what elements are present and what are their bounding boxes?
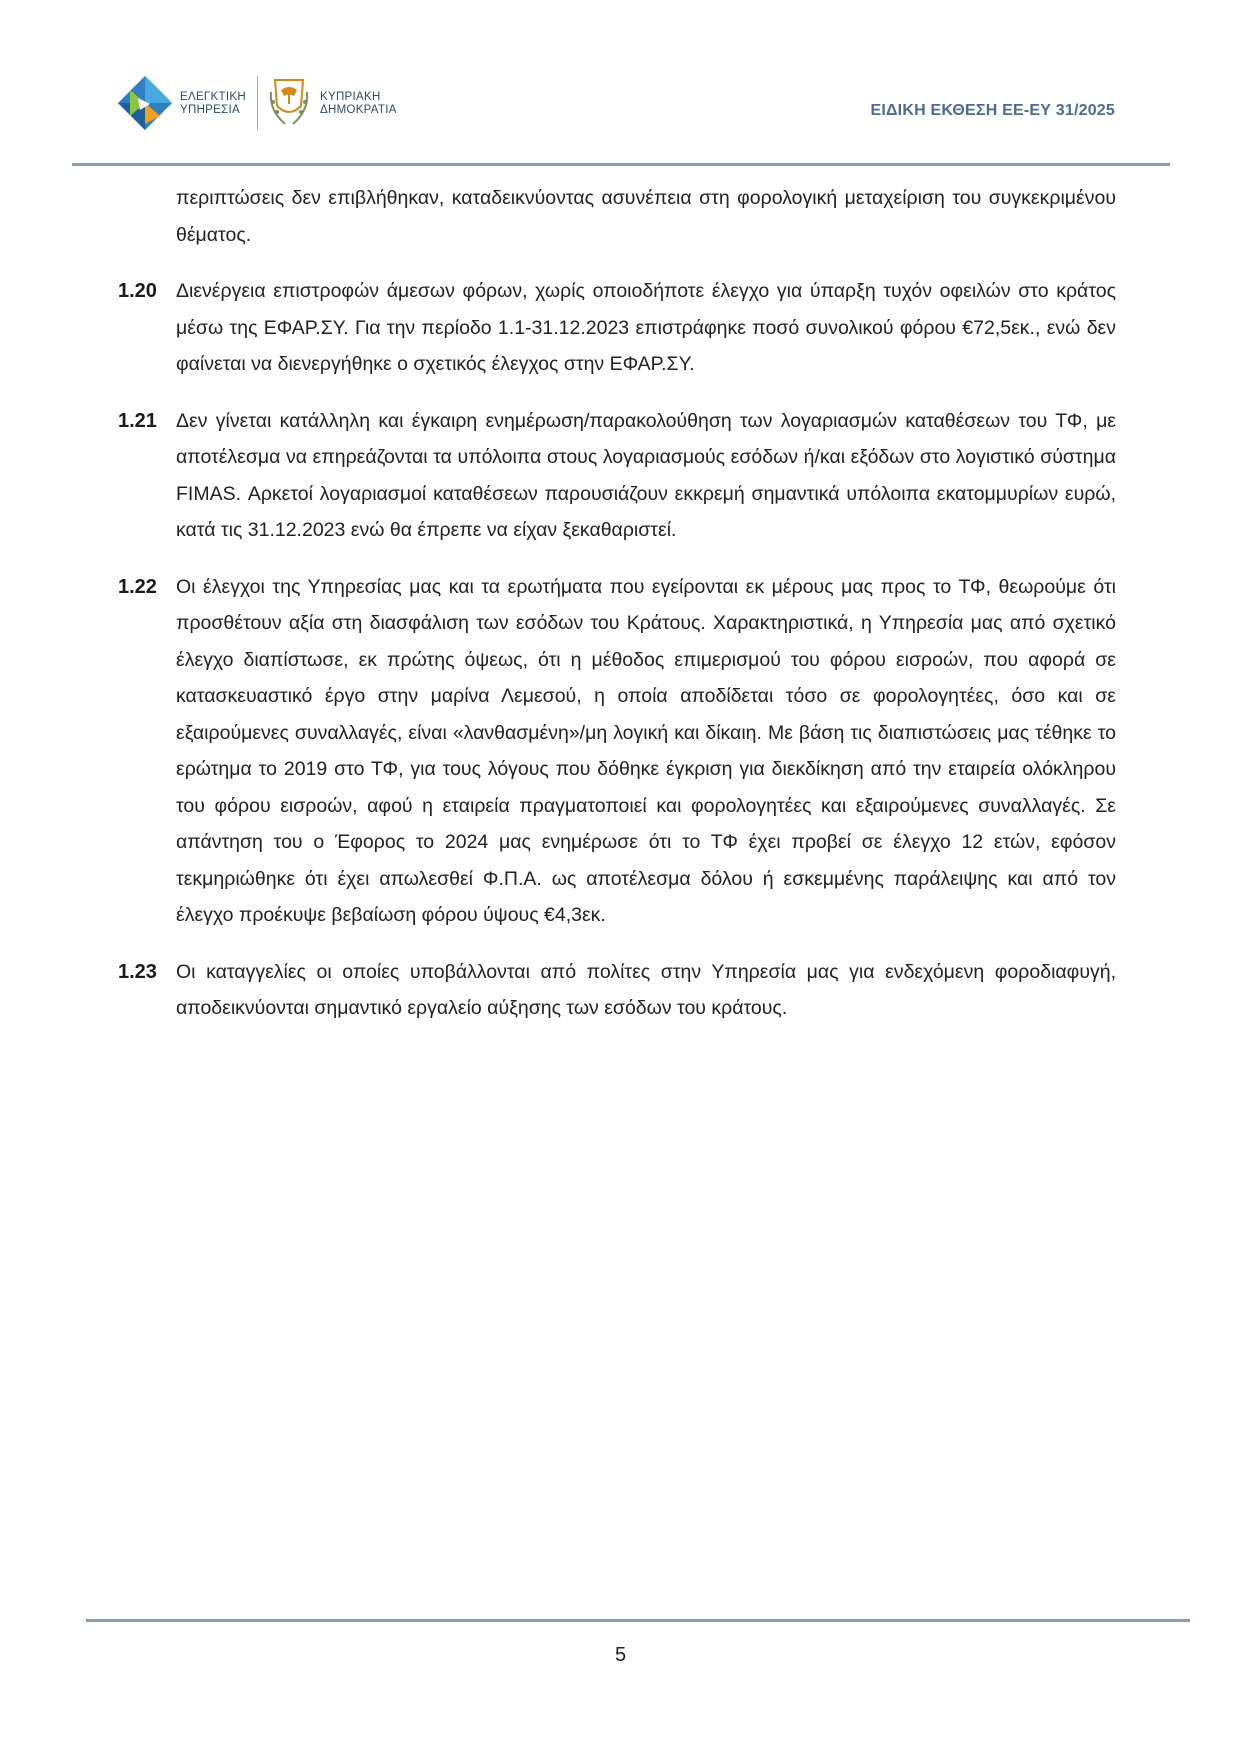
continuation-paragraph [118, 180, 1116, 253]
paragraph-number: 1.23 [118, 960, 157, 983]
paragraph-number: 1.22 [118, 575, 157, 598]
paragraph-1-23 [118, 954, 1116, 1027]
cyprus-republic-name [320, 91, 397, 117]
report-id: ΕΙΔΙΚΗ ΕΚΘΕΣΗ ΕΕ-ΕΥ 31/2025 [870, 102, 1115, 119]
paragraph-1-20 [118, 273, 1116, 383]
paragraph-number: 1.20 [118, 280, 157, 302]
paragraph-text: περιπτώσεις δεν επιβλήθηκαν, καταδεικνύοντας ασυνέπεια στη φορολογική μεταχείριση του συγκεκριμένου θέματος. [176, 187, 1116, 246]
paragraph-text: Οι έλεγχοι της Υπηρεσίας μας και τα ερωτήματα που εγείρονται εκ μέρους μας προς το ΤΦ, θεωρούμε ότι προσθέτουν αξία στη διασφάλιση των εσόδων του Κράτους. Χαρακτηριστικά, η Υπηρεσία μας από σχετικό έλεγχο διαπίστωσε, εκ πρώτης όψεως, ότι η μέθοδος επιμερισμού του φόρου εισροών, που αφορά σε κατασκευαστικό έργο στην μαρίνα Λεμεσού, η οποία αποδίδεται τόσο σε φορολογητέες, όσο και σε εξαιρούμενες συναλλαγές, είναι «λανθασμένη»/μη λογική και δίκαιη. Με βάση τις διαπιστώσεις μας τέθηκε το ερώτημα το 2019 στο ΤΦ, για τους λόγους που δόθηκε έγκριση για διεκδίκηση από την εταιρεία ολόκληρου του φόρου εισροών, αφού η εταιρεία πραγματοποιεί και φορολογητέες και εξαιρούμενες συναλλαγές. Σε απάντηση του ο Έφορος το 2024 μας ενημέρωσε ότι το ΤΦ έχει προβεί σε έλεγχο 12 ετών, εφόσον τεκμηριώθηκε ότι έχει απωλεσθεί Φ.Π.Α. ως αποτέλεσμα δόλου ή εσκεμμένης παράλειψης και από τον έλεγχο προέκυψε βεβαίωση φόρου ύψους €4,3εκ. [176, 575, 1116, 926]
paragraph-text: Διενέργεια επιστροφών άμεσων φόρων, χωρίς οποιοδήποτε έλεγχο για ύπαρξη τυχόν οφειλών στο κράτος μέσω της ΕΦΑΡ.ΣΥ. Για την περίοδο 1.1-31.12.2023 επιστράφηκε ποσό συνολικού φόρου €72,5εκ., ενώ δεν φαίνεται να διενεργήθηκε ο σχετικός έλεγχος στην ΕΦΑΡ.ΣΥ. [176, 280, 1116, 375]
footer-divider [86, 1619, 1190, 1622]
audit-office-logo-icon [116, 74, 174, 132]
cyprus-republic-name-line2: ΔΗΜΟΚΡΑΤΙΑ [320, 104, 397, 116]
header-divider [72, 163, 1170, 166]
paragraph-text: Οι καταγγελίες οι οποίες υποβάλλονται από πολίτες στην Υπηρεσία μας για ενδεχόμενη φοροδιαφυγή, αποδεικνύονται σημαντικό εργαλείο αύξησης των εσόδων του κράτους. [176, 960, 1116, 1019]
audit-office-name-line1: ΕΛΕΓΚΤΙΚΗ [180, 91, 246, 103]
audit-office-name-line2: ΥΠΗΡΕΣΙΑ [180, 104, 240, 116]
paragraph-1-22 [118, 569, 1116, 934]
paragraph-number: 1.21 [118, 409, 157, 432]
cyprus-coat-of-arms-icon [265, 72, 313, 132]
page-number: 5 [614, 1644, 627, 1666]
audit-office-name [180, 91, 246, 117]
logo-divider [257, 76, 258, 130]
document-body [118, 180, 1116, 1047]
paragraph-text: Δεν γίνεται κατάλληλη και έγκαιρη ενημέρωση/παρακολούθηση των λογαριασμών καταθέσεων του ΤΦ, με αποτέλεσμα να επηρεάζονται τα υπόλοιπα στους λογαριασμούς εσόδων ή/και εξόδων στο λογιστικό σύστημα FIMAS. Αρκετοί λογαριασμοί καταθέσεων παρουσιάζουν εκκρεμή σημαντικά υπόλοιπα εκατομμυρίων ευρώ, κατά τις 31.12.2023 ενώ θα έπρεπε να είχαν ξεκαθαριστεί. [176, 409, 1116, 541]
paragraph-1-21 [118, 403, 1116, 549]
cyprus-republic-name-line1: ΚΥΠΡΙΑΚΗ [320, 91, 381, 103]
page-header [0, 0, 1241, 170]
